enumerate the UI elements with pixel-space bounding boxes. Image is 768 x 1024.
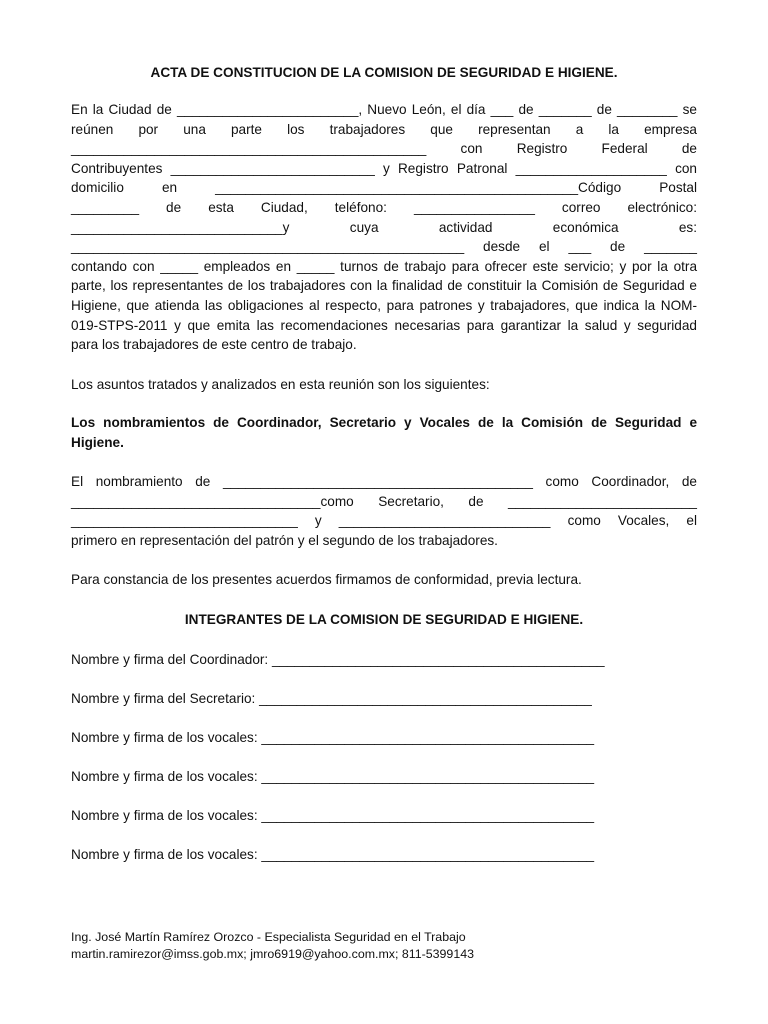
- document-title: ACTA DE CONSTITUCION DE LA COMISION DE SEGURIDAD E HIGIENE.: [150, 65, 618, 80]
- signature-line-vocal: Nombre y firma de los vocales: ____________________________________________: [71, 808, 595, 823]
- intro-line: para los trabajadores de este centro de trabajo.: [71, 337, 357, 353]
- nombramiento-paragraph: [71, 472, 697, 550]
- intro-line: Contribuyentes ___________________________ y Registro Patronal ____________________ con: [71, 160, 697, 176]
- nombramiento-line: El nombramiento de _________________________________________ como Coordinador, de: [71, 474, 697, 489]
- intro-line: contando con _____ empleados en _____ turnos de trabajo para ofrecer este servicio; y por la otra: [71, 258, 697, 274]
- nombramiento-line: ______________________________ y ____________________________ como Vocales, el: [71, 513, 697, 529]
- intro-line: reúnen por una parte los trabajadores que representan a la empresa: [71, 121, 697, 137]
- intro-line: Higiene, que atienda las obligaciones al respecto, para patrones y trabajadores, que indica la NOM-: [71, 297, 697, 313]
- intro-line: 019-STPS-2011 y que emita las recomendaciones necesarias para garantizar la salud y seguridad: [71, 317, 697, 333]
- signature-line-coordinador: Nombre y firma del Coordinador: ____________________________________________: [71, 652, 605, 667]
- intro-line: _________ de esta Ciudad, teléfono: ________________ correo electrónico:: [71, 199, 697, 215]
- integrantes-title: INTEGRANTES DE LA COMISION DE SEGURIDAD E HIGIENE.: [184, 612, 584, 627]
- intro-line: _______________________________________________ con Registro Federal de: [71, 141, 697, 157]
- footer-contact: martin.ramirezor@imss.gob.mx; jmro6919@yahoo.com.mx; 811-5399143: [71, 947, 474, 961]
- signature-line-vocal: Nombre y firma de los vocales: ____________________________________________: [71, 847, 595, 862]
- intro-line: En la Ciudad de ________________________, Nuevo León, el día ___ de _______ de ________ se: [71, 102, 697, 117]
- asuntos-paragraph: [71, 375, 697, 395]
- intro-line: domicilio en ________________________________________________Código Postal: [71, 180, 697, 196]
- nombramientos-heading: [71, 413, 697, 452]
- nombramiento-line: _________________________________como Secretario, de _________________________: [71, 493, 697, 509]
- intro-line: ____________________________________________________ desde el ___ de _______: [71, 239, 697, 255]
- intro-line: parte, los representantes de los trabajadores con la finalidad de constituir la Comisión de Seguridad e: [71, 278, 697, 294]
- nombramientos-heading-line: Higiene.: [71, 434, 124, 450]
- nombramiento-line: primero en representación del patrón y el segundo de los trabajadores.: [71, 532, 498, 548]
- footer-author: Ing. José Martín Ramírez Orozco - Especialista Seguridad en el Trabajo: [71, 930, 466, 944]
- asuntos-text: Los asuntos tratados y analizados en esta reunión son los siguientes:: [71, 377, 490, 392]
- page-footer: [71, 929, 697, 963]
- signature-line-vocal: Nombre y firma de los vocales: ____________________________________________: [71, 769, 595, 784]
- constancia-text: Para constancia de los presentes acuerdos firmamos de conformidad, previa lectura.: [71, 572, 582, 587]
- signature-line-vocal: Nombre y firma de los vocales: ____________________________________________: [71, 730, 595, 745]
- constancia-paragraph: [71, 570, 697, 590]
- intro-paragraph: [71, 100, 697, 355]
- intro-line: ____________________________y cuya actividad económica es:: [71, 219, 697, 235]
- signature-line-secretario: Nombre y firma del Secretario: ____________________________________________: [71, 691, 592, 706]
- nombramientos-heading-line: Los nombramientos de Coordinador, Secretario y Vocales de la Comisión de Seguridad e: [71, 415, 697, 430]
